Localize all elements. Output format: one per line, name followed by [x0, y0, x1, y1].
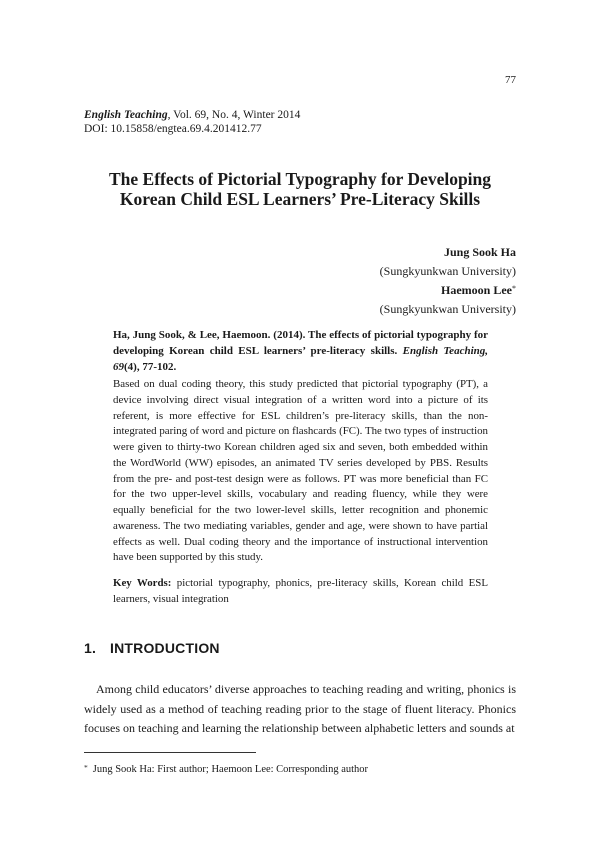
- footnote-mark: *: [84, 763, 88, 772]
- journal-doi: DOI: 10.15858/engtea.69.4.201412.77: [84, 123, 262, 135]
- author-1-affiliation: (Sungkyunkwan University): [379, 264, 516, 278]
- author-2-footnote-mark: *: [512, 284, 516, 293]
- keywords-label: Key Words:: [113, 577, 172, 589]
- journal-details: , Vol. 69, No. 4, Winter 2014: [167, 109, 301, 121]
- citation-journal: English Teaching, 69: [113, 345, 488, 373]
- page-number: 77: [505, 74, 516, 86]
- abstract: Based on dual coding theory, this study predicted that pictorial typography (PT), a device involving direct visual integration of a written word into a picture of its referent, is more effective for ESL children’s pre-literacy skills, than the non-integrated paring of word and picture on flashcards (FC). The two types of instruction were given to thirty-two Korean children aged six and seven, both embedded within the WordWorld (WW) episodes, an animated TV series developed by PBS. Results from the pre- and post-test design were as follows. PT was more beneficial than FC for the two upper-level skills, vocabulary and reading fluency, while they were equally beneficial for the two lower-level skills, letter recognition and phonemic awareness. The two mediating variables, gender and age, were shown to have partial effects as well. Dual coding theory and the importance of instructional intervention have been supported by this study.: [113, 378, 488, 564]
- keywords: [113, 576, 488, 608]
- journal-name: English Teaching: [84, 109, 168, 121]
- citation-issue: (4), 77-102.: [124, 361, 177, 373]
- author-2-affiliation: (Sungkyunkwan University): [379, 302, 516, 316]
- journal-citation-line: [84, 108, 300, 122]
- intro-paragraph: Among child educators’ diverse approaches to teaching reading and writing, phonics is widely used as a method of teaching reading prior to the stage of fluent literacy. Phonics focuses on teaching and learning the relationship between alphabetic letters and sounds at: [84, 682, 516, 735]
- title-line-2: Korean Child ESL Learners’ Pre-Literacy Skills: [119, 189, 481, 209]
- author-1-name: Jung Sook Ha: [443, 245, 516, 259]
- author-1: [380, 243, 516, 262]
- author-2: [380, 281, 516, 300]
- journal-info: [84, 108, 300, 136]
- keywords-text: pictorial typography, phonics, pre-literacy skills, Korean child ESL learners, visual integration: [113, 577, 488, 605]
- footnote: [84, 763, 368, 776]
- paper-title: [84, 169, 516, 209]
- title-line-1: The Effects of Pictorial Typography for Developing: [108, 169, 492, 189]
- author-block: [380, 243, 516, 319]
- section-title: INTRODUCTION: [110, 640, 220, 656]
- citation-prefix: Ha, Jung Sook, & Lee, Haemoon. (2014). The effects of pictorial typography for developing Korean child ESL learners’ pre-literacy skills.: [113, 329, 488, 357]
- footnote-divider: [84, 752, 256, 753]
- citation-block: [113, 327, 488, 375]
- section-number: 1.: [84, 640, 97, 656]
- section-heading: [84, 640, 220, 656]
- footnote-text: Jung Sook Ha: First author; Haemoon Lee: Corresponding author: [92, 764, 369, 775]
- author-2-name: Haemoon Lee: [441, 283, 512, 297]
